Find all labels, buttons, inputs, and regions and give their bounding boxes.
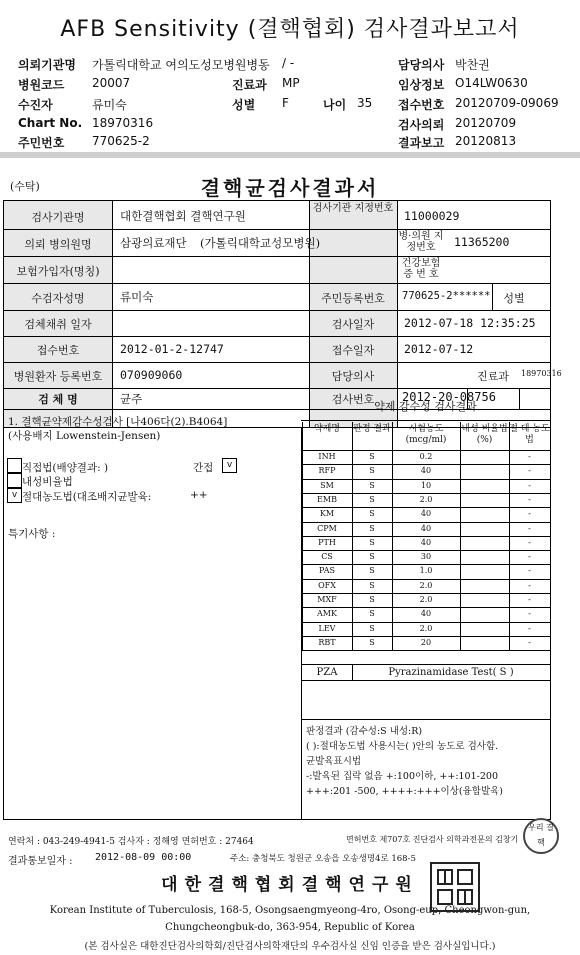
drug-name: KM (319, 509, 335, 519)
label-department: 진료과 (477, 370, 509, 383)
consignment-tag: (수탁) (10, 180, 40, 193)
label-specimen: 검 체 명 (38, 393, 78, 406)
field-label-sex: 성별 (232, 98, 256, 112)
legend-line: 판정결과 (감수성:S 내성:R) (306, 726, 423, 737)
drug-name: MXF (317, 595, 337, 604)
table-cell: S (369, 637, 375, 647)
value-specimen: 균주 (120, 392, 143, 406)
notes-label: 특기사항 : (8, 528, 56, 540)
table-cell: S (369, 566, 375, 576)
label-hospital: 의뢰 병의원명 (24, 238, 92, 251)
table-cell: S (369, 595, 375, 604)
value-registration: 070909060 (120, 368, 183, 382)
label-hospital-no: 병·의원 지정번호 (398, 231, 444, 253)
table-cell: 40 (420, 509, 432, 519)
field-value-requested: 20120709 (455, 116, 517, 130)
table-cell: - (528, 494, 531, 504)
label-patient-name: 수검자성명 (31, 292, 85, 305)
certification-note: (본 검사실은 대한진단검사의학회/진단검사의학재단의 우수검사실 신임 인증을 받은 검사실입니다.) (84, 941, 496, 952)
table-cell: 2.0 (419, 595, 433, 604)
table-cell: S (369, 480, 375, 490)
notify-date-label: 결과통보일자 : (8, 856, 73, 867)
table-cell: S (369, 552, 375, 562)
label-registration: 병원환자 등록번호 (13, 370, 103, 383)
official-seal (430, 862, 480, 912)
report-title: AFB Sensitivity (결핵협회) 검사결과보고서 (60, 17, 520, 42)
label-test-date: 검사일자 (331, 318, 375, 331)
address-korean: 주소: 충청북도 청원군 오송읍 오송생명4로 168-5 (230, 854, 416, 864)
absolute-method-label: 절대농도법(대조배지균발육: (22, 491, 152, 503)
table-cell: - (528, 566, 531, 576)
table-cell: 2.0 (419, 494, 433, 504)
table-cell: 1.0 (419, 566, 433, 576)
organization-name: 대한결핵협회결핵연구원 (161, 875, 419, 895)
field-label-requested: 검사의뢰 (398, 118, 445, 132)
drug-name: AMK (317, 609, 337, 619)
label-doctor: 담당의사 (331, 370, 375, 383)
label-collect-date: 검체채취 일자 (24, 318, 92, 331)
table-cell: - (528, 452, 531, 461)
field-value-age: 35 (357, 96, 373, 110)
table-cell: S (369, 580, 375, 590)
value-institution: 대한결핵협회 결핵연구원 (120, 209, 246, 223)
label-designation: 검사기관 지정번호 (312, 203, 394, 214)
field-label-patient: 수진자 (18, 98, 53, 112)
table-cell: S (369, 523, 375, 533)
value-department: 18970316 (521, 369, 562, 378)
field-label-clinical: 임상정보 (398, 78, 445, 92)
field-value-rrn: 770625-2 (92, 134, 150, 148)
absolute-method-value: ++ (190, 489, 208, 501)
value-patient-name: 류미숙 (120, 290, 154, 304)
table-cell: - (528, 609, 531, 619)
scanned-document (0, 158, 580, 955)
license-line: 면허번호 제707호 진단검사 의학과전문의 김창기 (346, 835, 519, 844)
direct-method-label: 직접법(배양결과: ) (22, 462, 109, 474)
table-cell: S (369, 537, 375, 547)
contact-line: 연락처 : 043-249-4941-5 검사자 : 정해영 면허번호 : 27464 (8, 837, 254, 847)
table-header-cell: 약제명 (313, 424, 341, 434)
table-cell: 30 (420, 552, 432, 562)
table-cell: - (528, 480, 531, 490)
table-cell: 10 (420, 480, 432, 490)
label-health-no: 건강보험 증 번 호 (401, 258, 441, 280)
value-hospital-no: 11365200 (454, 235, 510, 249)
field-value-patient: 류미숙 (92, 98, 127, 112)
drug-name: SM (320, 480, 334, 490)
indirect-method-label: 간접 (193, 462, 214, 474)
field-label-chart-no: Chart No. (18, 116, 83, 130)
label-rrn: 주민등록번호 (321, 292, 385, 305)
legend-line: -:발육된 집락 없음 +:100이하, ++:101-200 (306, 771, 498, 782)
table-cell: - (528, 552, 531, 562)
label-insured: 보험가입자(명칭) (16, 265, 100, 278)
direct-method-checkbox (7, 458, 22, 473)
table-cell: 40 (420, 537, 432, 547)
method-line-2: (사용배지 Lowenstein-Jensen) (8, 430, 161, 442)
value-hospital-sub: (가톨릭대학교성모병원) (200, 236, 321, 250)
field-value-hospital-code: 20007 (92, 76, 131, 90)
table-cell: S (369, 509, 375, 519)
pza-label: PZA (316, 667, 338, 679)
table-cell: - (528, 509, 531, 519)
notify-date-value: 2012-08-09 00:00 (95, 852, 192, 863)
field-value-ward: / - (282, 56, 295, 70)
label-test-no: 검사번호 (331, 393, 375, 406)
field-label-institution: 의뢰기관명 (18, 58, 76, 72)
table-cell: S (369, 494, 375, 504)
value-test-no: 2012-20-08756 (402, 390, 496, 404)
legend-line: +++:201 -500, ++++:+++이상(융합발육) (306, 786, 504, 797)
drug-name: CPM (317, 523, 337, 533)
certification-stamp: 우리 결핵 (523, 818, 559, 854)
field-label-hospital-code: 병원코드 (18, 78, 65, 92)
table-cell: 0.2 (419, 452, 433, 461)
table-cell: S (369, 452, 375, 461)
field-value-reported: 20120813 (455, 134, 517, 148)
legend-line: 균발육표시법 (306, 756, 362, 767)
drug-name: RFP (318, 466, 336, 476)
pza-value: Pyrazinamidase Test( S ) (388, 667, 514, 679)
table-header-cell: 판정 결과 (353, 424, 391, 434)
label-institution: 검사기관명 (31, 211, 85, 224)
table-header-cell: 절 대 농도법 (509, 424, 550, 445)
label-receipt-date: 접수일자 (331, 344, 375, 357)
field-value-clinical: O14LW0630 (455, 76, 528, 90)
table-cell: - (528, 637, 531, 647)
report-header (0, 0, 580, 152)
field-label-receipt: 접수번호 (398, 98, 445, 112)
table-cell: - (528, 595, 531, 604)
label-receipt-no: 접수번호 (36, 344, 80, 357)
ratio-method-label: 내성비율법 (22, 476, 73, 488)
table-cell: - (528, 523, 531, 533)
field-label-doctor: 담당의사 (398, 58, 445, 72)
table-cell: - (528, 580, 531, 590)
table-cell: - (528, 623, 531, 633)
value-receipt-date: 2012-07-12 (404, 342, 474, 356)
label-sex: 성별 (503, 292, 525, 305)
table-cell: 2.0 (419, 580, 433, 590)
susceptibility-title: 약제 감수성 검사결과 (374, 400, 477, 413)
table-cell: S (369, 466, 375, 476)
value-designation: 11000029 (404, 209, 460, 223)
field-value-receipt: 20120709-09069 (455, 96, 559, 110)
value-receipt-no: 2012-01-2-12747 (120, 342, 224, 356)
field-value-institution: 가톨릭대학교 여의도성모병원병동 (92, 58, 270, 72)
drug-name: OFX (318, 580, 336, 590)
table-cell: - (528, 537, 531, 547)
drug-name: PAS (319, 566, 335, 576)
drug-name: LEV (318, 623, 336, 633)
field-value-sex: F (282, 96, 289, 110)
table-cell: S (369, 609, 375, 619)
drug-name: CS (321, 552, 333, 562)
field-value-dept: MP (282, 76, 300, 90)
method-line-1: 1. 결핵균약제감수성검사 [나406다(2).B4064] (8, 416, 228, 428)
table-header-cell: 시험농도 (mcg/ml) (405, 424, 447, 445)
field-value-chart-no: 18970316 (92, 116, 154, 130)
form-frame (3, 200, 562, 820)
table-cell: 40 (420, 523, 432, 533)
indirect-method-checkbox: v (222, 458, 237, 473)
legend-line: ( ):절대농도법 사용시는( )안의 농도로 검사함. (306, 741, 499, 752)
drug-name: EMB (317, 494, 337, 504)
drug-name: PTH (318, 537, 336, 547)
table-cell: 40 (420, 466, 432, 476)
document-title: 결핵균검사결과서 (200, 176, 380, 200)
drug-name: INH (318, 452, 336, 461)
field-label-reported: 결과보고 (398, 136, 445, 150)
address-english-2: Chungcheongbuk-do, 363-954, Republic of Korea (165, 922, 415, 933)
table-cell: - (528, 466, 531, 476)
table-cell: 2.0 (419, 623, 433, 633)
field-label-age: 나이 (323, 98, 347, 112)
table-cell: S (369, 623, 375, 633)
address-english-1: Korean Institute of Tuberculosis, 168-5, Osongsaengmyeong-4ro, Osong-eup, Cheongwon-gun, (49, 905, 531, 916)
field-label-dept: 진료과 (232, 78, 267, 92)
value-test-date: 2012-07-18 12:35:25 (404, 316, 536, 330)
table-cell: 40 (420, 609, 432, 619)
field-value-doctor: 박찬권 (455, 58, 490, 72)
value-rrn: 770625-2****** (402, 290, 491, 302)
ratio-method-checkbox (7, 473, 22, 488)
value-hospital: 삼광의료재단 (120, 236, 187, 250)
drug-name: RBT (318, 637, 336, 647)
table-header-cell: 내성 비율법(%) (461, 424, 508, 445)
table-cell: 20 (420, 637, 432, 647)
absolute-method-checkbox: v (7, 488, 22, 503)
field-label-rrn: 주민번호 (18, 136, 65, 150)
